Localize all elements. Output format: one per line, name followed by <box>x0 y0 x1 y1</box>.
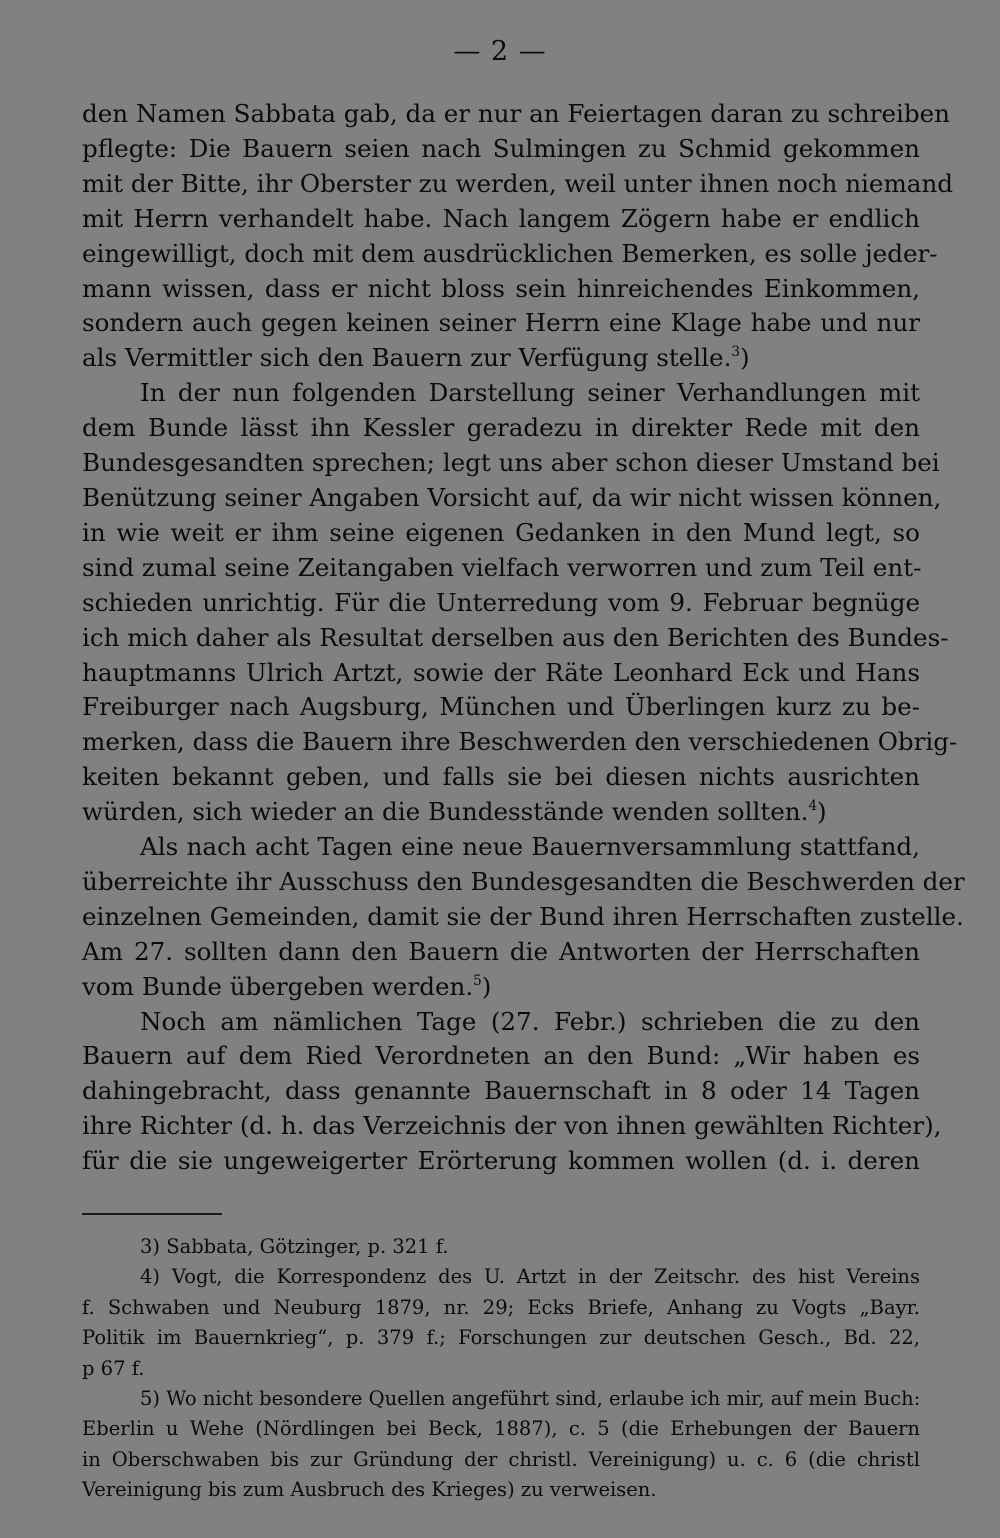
footnote-marker: 5 <box>473 972 482 989</box>
text-line-content: Noch am nämlichen Tage (27. Febr.) schrieben die zu den <box>140 1006 920 1036</box>
page-number: — 2 — <box>453 36 547 67</box>
text-line <box>82 830 920 865</box>
text-line-content: eingewilligt, doch mit dem ausdrücklichen Bemerken, es solle jeder- <box>82 238 938 268</box>
text-line-content: mann wissen, dass er nicht bloss sein hinreichendes Einkommen, <box>82 273 920 303</box>
text-line <box>82 97 950 132</box>
text-line-content: als Vermittler sich den Bauern zur Verfügung stelle. <box>82 343 732 373</box>
text-line <box>82 516 920 551</box>
text-line <box>82 272 920 307</box>
text-line <box>82 481 942 516</box>
footnote-marker: 4 <box>808 797 818 814</box>
text-line <box>82 551 920 586</box>
text-line <box>82 376 920 411</box>
text-line <box>82 167 954 202</box>
text-line-content: merken, dass die Bauern ihre Beschwerden den verschiedenen Obrig- <box>82 727 958 757</box>
text-line <box>82 1074 920 1109</box>
text-line <box>82 795 920 830</box>
text-line-content: dahingebracht, dass genannte Bauernschaft in 8 oder 14 Tagen <box>82 1076 920 1106</box>
text-line-content: einzelnen Gemeinden, damit sie der Bund ihren Herrschaften zustelle. <box>82 901 964 931</box>
text-line <box>82 446 940 481</box>
text-line-content: überreichte ihr Ausschuss den Bundesgesandten die Beschwerden der <box>82 866 965 896</box>
text-line <box>82 865 965 900</box>
text-line-content: sind zumal seine Zeitangaben vielfach verworren und zum Teil ent- <box>82 552 922 582</box>
text-line <box>82 1005 920 1040</box>
footnote-marker-paren: ) <box>481 971 492 1001</box>
text-line <box>82 1144 920 1179</box>
text-line <box>82 132 920 167</box>
text-line-content: würden, sich wieder an die Bundesstände wenden sollten. <box>82 797 809 827</box>
text-line-content: für die sie ungeweigerter Erörterung kommen wollen (d. i. deren <box>82 1146 920 1176</box>
footnote-separator-rule <box>82 1213 222 1215</box>
text-line-content: schieden unrichtig. Für die Unterredung vom 9. Februar begnüge <box>82 587 920 617</box>
footnote-line: 4) Vogt, die Korrespondenz des U. Artzt in der Zeitschr. des hist Vereins <box>140 1265 920 1289</box>
text-line-content: Als nach acht Tagen eine neue Bauernversammlung stattfand, <box>140 832 920 862</box>
text-line <box>82 760 920 795</box>
text-line <box>82 725 958 760</box>
footnote-marker-paren: ) <box>740 343 750 373</box>
text-line-content: sondern auch gegen keinen seiner Herrn eine Klage habe und nur <box>82 308 920 338</box>
footnote-line: Politik im Bauernkrieg“, p. 379 f.; Forschungen zur deutschen Gesch., Bd. 22, <box>82 1326 920 1350</box>
footnote-line: p 67 f. <box>82 1356 145 1380</box>
text-line <box>82 237 938 272</box>
text-line <box>82 900 964 935</box>
text-line-content: hauptmanns Ulrich Artzt, sowie der Räte Leonhard Eck und Hans <box>82 657 920 687</box>
text-line-content: pflegte: Die Bauern seien nach Sulmingen zu Schmid gekommen <box>82 133 920 163</box>
text-line <box>82 306 920 341</box>
body-text <box>82 97 965 1179</box>
text-line <box>82 1039 920 1074</box>
text-line <box>82 341 920 376</box>
footnote-line: 5) Wo nicht besondere Quellen angeführt sind, erlaube ich mir, auf mein Buch: <box>140 1387 921 1411</box>
text-line-content: keiten bekannt geben, und falls sie bei diesen nichts ausrichten <box>82 762 920 792</box>
text-line <box>82 690 920 725</box>
text-line-content: Am 27. sollten dann den Bauern die Antworten der Herrschaften <box>82 936 920 966</box>
footnote-line: f. Schwaben und Neuburg 1879, nr. 29; Ecks Briefe, Anhang zu Vogts „Bayr. <box>82 1295 920 1319</box>
text-line <box>82 621 949 656</box>
text-line-content: Bauern auf dem Ried Verordneten an den Bund: „Wir haben es <box>82 1041 920 1071</box>
text-line-content: ihre Richter (d. h. das Verzeichnis der von ihnen gewählten Richter), <box>82 1111 942 1141</box>
footnote-line: 3) Sabbata, Götzinger, p. 321 f. <box>140 1235 449 1258</box>
text-line <box>82 935 920 970</box>
footnote-line: Vereinigung bis zum Ausbruch des Krieges) zu verweisen. <box>82 1478 657 1502</box>
text-line-content: in wie weit er ihm seine eigenen Gedanken in den Mund legt, so <box>82 517 920 547</box>
text-line-content: Freiburger nach Augsburg, München und Überlingen kurz zu be- <box>82 692 920 722</box>
footnote-marker: 3 <box>731 344 741 361</box>
footnote-marker-paren: ) <box>817 797 827 827</box>
text-line <box>82 202 920 237</box>
text-line-content: ich mich daher als Resultat derselben aus den Berichten des Bundes- <box>82 622 949 652</box>
text-line-content: mit Herrn verhandelt habe. Nach langem Zögern habe er endlich <box>82 203 920 233</box>
footnote-line: in Oberschwaben bis zur Gründung der christl. Vereinigung) u. c. 6 (die christl <box>82 1447 920 1471</box>
text-line-content: vom Bunde übergeben werden. <box>82 971 474 1001</box>
text-line <box>82 586 920 621</box>
text-line-content: Bundesgesandten sprechen; legt uns aber schon dieser Umstand bei <box>82 448 940 478</box>
text-line <box>82 1109 942 1144</box>
text-line-content: mit der Bitte, ihr Oberster zu werden, weil unter ihnen noch niemand <box>82 168 954 198</box>
footnote-line: Eberlin u Wehe (Nördlingen bei Beck, 1887), c. 5 (die Erhebungen der Bauern <box>82 1417 920 1441</box>
text-line-content: In der nun folgenden Darstellung seiner Verhandlungen mit <box>140 378 920 408</box>
text-line <box>82 656 920 691</box>
text-line-content: Benützung seiner Angaben Vorsicht auf, da wir nicht wissen können, <box>82 482 942 512</box>
text-line-content: dem Bunde lässt ihn Kessler geradezu in direkter Rede mit den <box>82 413 920 443</box>
footnotes <box>82 1232 920 1506</box>
text-line <box>82 411 920 446</box>
text-line-content: den Namen Sabbata gab, da er nur an Feiertagen daran zu schreiben <box>82 99 950 128</box>
text-line <box>82 970 920 1005</box>
